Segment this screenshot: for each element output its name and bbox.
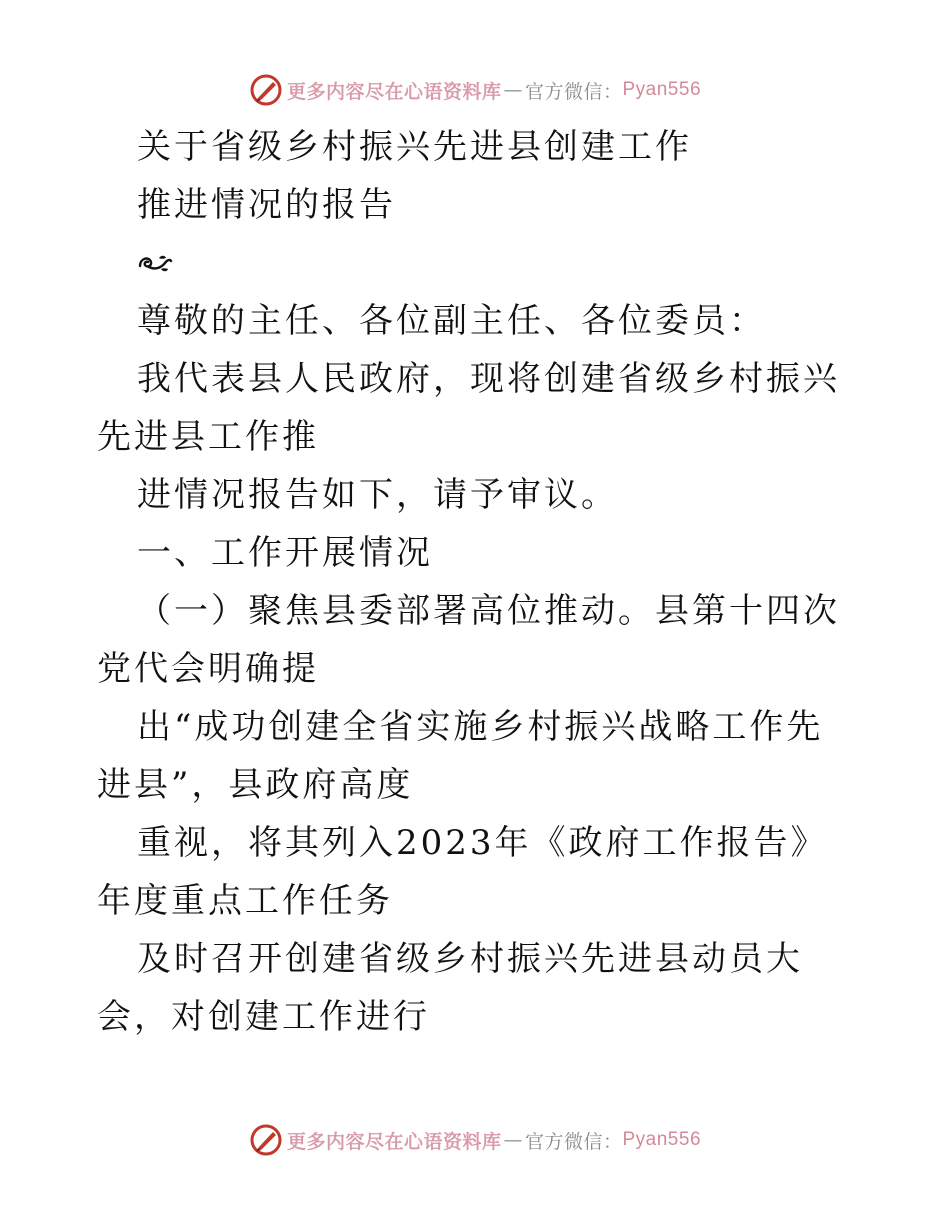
footer-watermark (0, 1120, 950, 1160)
pen-logo-icon (249, 1123, 283, 1157)
watermark-separator: — (503, 1129, 523, 1151)
paragraph-subsection-1-cont-3: 及时召开创建省级乡村振兴先进县动员大会，对创建工作进行 (97, 939, 803, 1037)
paragraph-intro: 我代表县人民政府，现将创建省级乡村振兴先进县工作推 (97, 359, 840, 457)
watermark-brand: 更多内容尽在心语资料库 (286, 1130, 502, 1153)
paragraph-subsection-1-cont-2: 重视，将其列入2023年《政府工作报告》年度重点工作任务 (97, 823, 828, 921)
watermark-wechat-label: 官方微信： (524, 1130, 623, 1153)
watermark-wechat-id: Pyan556 (622, 79, 702, 100)
watermark-wechat-label: 官方微信： (524, 80, 623, 103)
paragraph-subsection-1-cont-1: 出“成功创建全省实施乡村振兴战略工作先进县”，县政府高度 (97, 707, 824, 805)
pen-logo-icon (249, 73, 283, 107)
document-title-line-1: 关于省级乡村振兴先进县创建工作 (137, 127, 692, 167)
document-title-line-2: 推进情况的报告 (137, 185, 396, 225)
paragraph-intro-continued: 进情况报告如下，请予审议。 (137, 475, 618, 515)
paragraph-salutation: 尊敬的主任、各位副主任、各位委员： (137, 301, 766, 341)
watermark-separator: — (503, 79, 523, 101)
fleuron-icon (137, 252, 173, 274)
paragraph-subsection-1: （一）聚焦县委部署高位推动。县第十四次党代会明确提 (97, 591, 840, 689)
header-watermark (0, 70, 950, 110)
ornament (97, 234, 857, 292)
document-body (97, 118, 857, 1046)
section-heading-1: 一、工作开展情况 (137, 533, 433, 573)
watermark-wechat-id: Pyan556 (622, 1129, 702, 1150)
watermark-brand: 更多内容尽在心语资料库 (286, 80, 502, 103)
